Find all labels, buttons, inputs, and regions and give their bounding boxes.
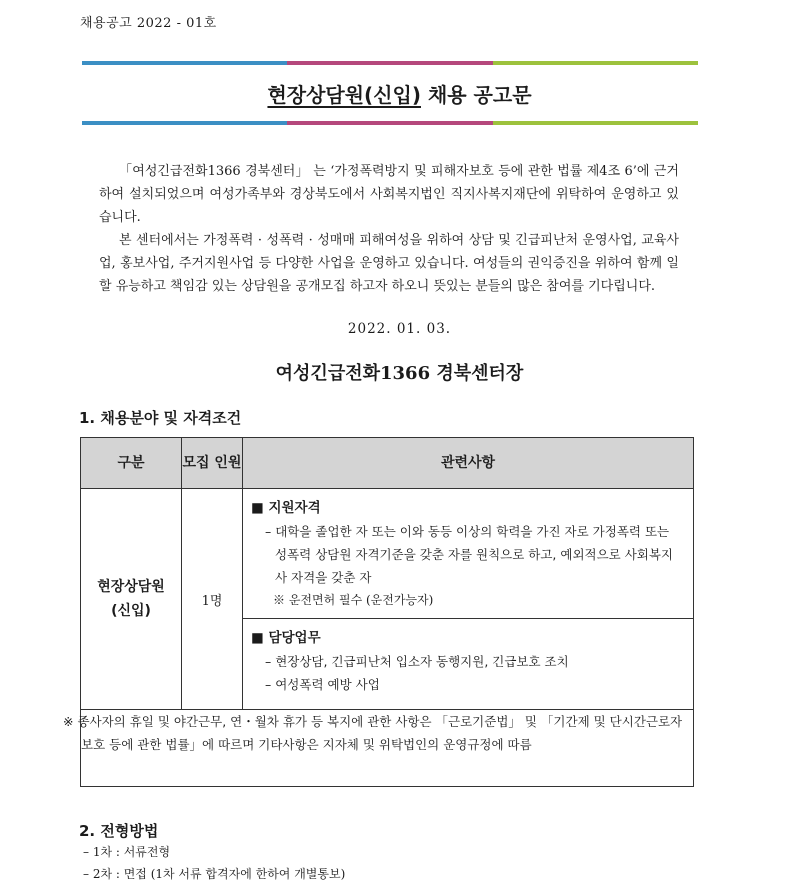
intro-text (99, 160, 679, 298)
qualification-cell (243, 489, 694, 619)
header-details: 관련사항 (243, 438, 694, 489)
intro-paragraph-1: 「여성긴급전화1366 경북센터」 는 ‘가정폭력방지 및 피해자보호 등에 관한 법률 제4조 6’에 근거하여 설치되었으며 여성가족부와 경상북도에서 사회복지법인 직지사복지재단에 위탁하여 운영하고 있습니다. (99, 164, 679, 225)
table-row (81, 710, 694, 787)
title-rest: 채용 공고문 (427, 83, 532, 107)
section-2-title: 2. 전형방법 (79, 822, 159, 840)
signer: 여성긴급전화1366 경북센터장 (275, 363, 524, 384)
notice-date: 2022. 01. 03. (347, 321, 452, 337)
category-cell (81, 489, 182, 710)
welfare-footnote: ※ 종사자의 휴일 및 야간근무, 연・월차 휴가 등 복지에 관한 사항은 「근로기준법」 및 「기간제 및 단시간근로자 보호 등에 관한 법률」에 따르며 기타사항은 지자체 및 위탁법인의 운영규정에 따름 (81, 710, 694, 787)
section-1-title: 1. 채용분야 및 자격조건 (79, 409, 242, 427)
duties-title: ■ 담당업무 (251, 630, 321, 646)
duties-cell (243, 619, 694, 710)
selection-step-1: – 1차 : 서류전형 (83, 845, 171, 859)
header-recruit: 모집 인원 (182, 438, 243, 489)
intro-paragraph-2: 본 센터에서는 가정폭력 · 성폭력 · 성매매 피해여성을 위하여 상담 및 긴급피난처 운영사업, 교육사업, 홍보사업, 주거지원사업 등 다양한 사업을 운영하고 있습니다. 여성들의 권익증진을 위하여 함께 일 할 유능하고 책임감 있는 상담원을 공개모집 하고자 하오니 뜻있는 분들의 많은 참여를 기다립니다. (99, 233, 679, 294)
qualification-note: ※ 운전면허 필수 (운전가능자) (273, 593, 434, 607)
recruit-count: 1명 (182, 489, 243, 710)
qualification-title: ■ 지원자격 (251, 500, 321, 516)
decorative-top-bar (82, 61, 698, 65)
table-row (81, 489, 694, 619)
selection-step-2: – 2차 : 면접 (1차 서류 합격자에 한하여 개별통보) (83, 867, 346, 881)
title-position: 현장상담원(신입) (267, 83, 421, 107)
category-name: 현장상담원 (97, 579, 165, 595)
category-sub: (신입) (111, 603, 151, 619)
decorative-bottom-bar (82, 121, 698, 125)
duty-item: – 현장상담, 긴급피난처 입소자 동행지원, 긴급보호 조치 (265, 654, 569, 669)
requirements-table (63, 437, 694, 787)
duty-item: – 여성폭력 예방 사업 (265, 677, 380, 692)
qualification-text: – 대학을 졸업한 자 또는 이와 동등 이상의 학력을 가진 자로 가정폭력 또는 성폭력 상담원 자격기준을 갖춘 자를 원칙으로 하고, 예외적으로 사회복지사 자격을 갖춘 자 (265, 524, 674, 585)
table-header-row (81, 438, 694, 489)
notice-number: 채용공고 2022 - 01호 (80, 16, 217, 31)
page-title (0, 79, 799, 108)
header-category: 구분 (81, 438, 182, 489)
